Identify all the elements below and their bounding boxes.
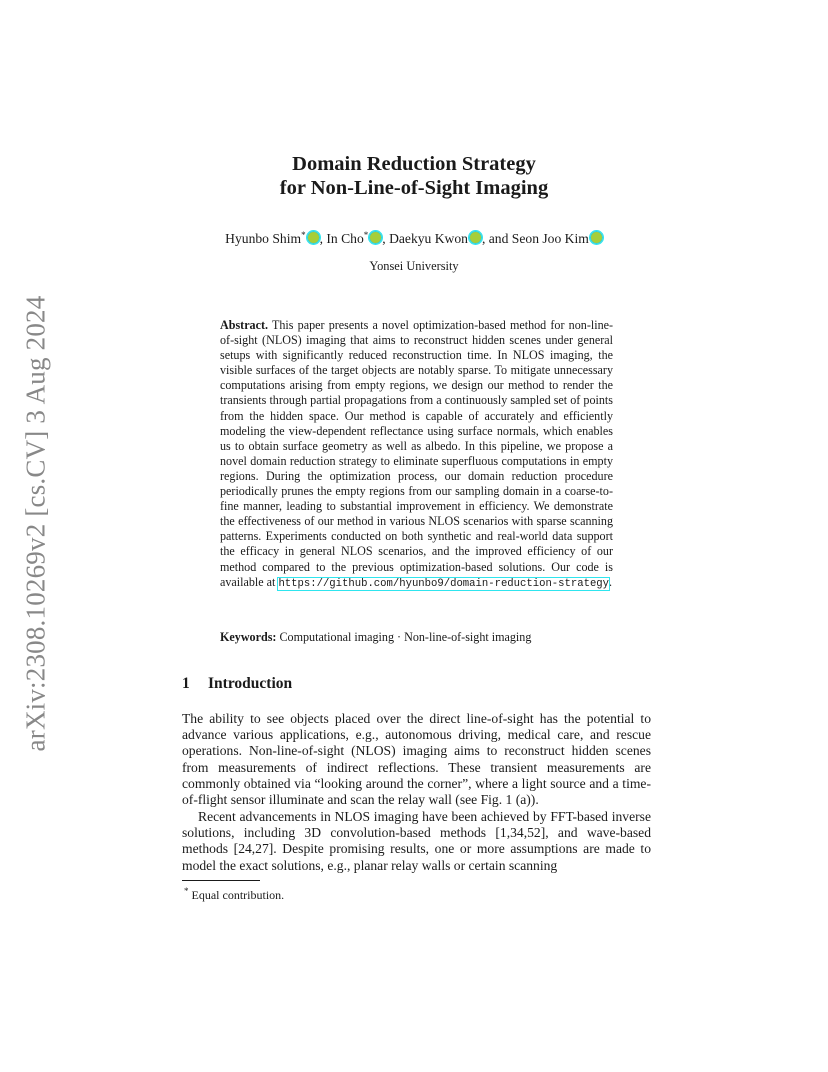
orcid-icon[interactable] — [590, 231, 603, 244]
footnote-mark: * — [184, 886, 189, 896]
title-line-1: Domain Reduction Strategy — [292, 153, 536, 175]
section-heading — [182, 675, 292, 693]
keywords-text: Computational imaging · Non-line-of-sight imaging — [279, 630, 532, 644]
orcid-icon[interactable] — [469, 231, 482, 244]
author-list — [0, 230, 828, 247]
affiliation: Yonsei University — [369, 259, 459, 273]
abstract — [220, 318, 613, 592]
author-separator: , — [319, 231, 327, 246]
footnote-text: Equal contribution. — [191, 888, 285, 902]
orcid-icon[interactable] — [307, 231, 320, 244]
abstract-label: Abstract. — [220, 318, 269, 332]
footnote-divider — [182, 880, 260, 881]
paper-title — [0, 152, 828, 200]
author-name: In Cho — [326, 231, 364, 246]
intro-paragraph-1: The ability to see objects placed over the direct line-of-sight has the potential to advance various applications, e.g., autonomous driving, medical care, and rescue operations. Non-line-of-sight (NLOS) imaging aims to reconstruct hidden scenes from measurements of indirect reflections. These transient measurements are commonly obtained via “looking around the corner”, where a light source and a time-of-flight sensor illuminate and scan the relay wall (see Fig. 1 (a)). — [182, 711, 651, 808]
equal-contribution-mark: * — [363, 230, 369, 240]
code-link[interactable]: https://github.com/hyunbo9/domain-reduction-strategy — [278, 577, 610, 590]
abstract-text: This paper presents a novel optimization-based method for non-line-of-sight (NLOS) imaging that aims to reconstruct hidden scenes under general setups with significantly reduced reconstruction time. In NLOS imaging, the visible surfaces of the target objects are notably sparse. To mitigate unnecessary computations arising from empty regions, we design our method to render the transients through partial propagations from a continuously sampled set of points from the hidden space. Our method is capable of accurately and efficiently modeling the view-dependent reflectance using surface normals, which enables us to obtain surface geometry as well as albedo. In this pipeline, we propose a novel domain reduction strategy to eliminate superfluous computations in empty regions. During the optimization process, our domain reduction procedure periodically prunes the empty regions from our sampling domain in a coarse-to-fine manner, leading to substantial improvement in efficiency. We demonstrate the effectiveness of our method in various NLOS scenarios with sparse scanning patterns. Experiments conducted on both synthetic and real-world data support the efficacy in general NLOS scenarios, and the improved efficiency of our method compared to the previous optimization-based solutions. Our code is available at — [220, 318, 614, 589]
intro-paragraph-2: Recent advancements in NLOS imaging have been achieved by FFT-based inverse solutions, including 3D convolution-based methods [1,34,52], and wave-based methods [24,27]. Despite promising results, one or more assumptions are made to model the exact solutions, e.g., planar relay walls or certain scanning — [182, 809, 651, 873]
keywords — [220, 630, 613, 645]
arxiv-identifier: arXiv:2308.10269v2 [cs.CV] 3 Aug 2024 — [20, 295, 51, 752]
section-number: 1 — [182, 675, 190, 692]
author-name: Hyunbo Shim — [225, 231, 302, 246]
author-separator: , and — [481, 231, 512, 246]
author-name: Daekyu Kwon — [389, 231, 468, 246]
author-separator: , — [382, 231, 390, 246]
orcid-icon[interactable] — [369, 231, 382, 244]
keywords-label: Keywords: — [220, 630, 277, 644]
author-name: Seon Joo Kim — [511, 231, 589, 246]
section-title: Introduction — [208, 675, 293, 692]
equal-contribution-mark: * — [301, 230, 306, 240]
abstract-end: . — [609, 574, 613, 589]
title-line-2: for Non-Line-of-Sight Imaging — [279, 177, 549, 199]
footnote — [184, 886, 284, 903]
